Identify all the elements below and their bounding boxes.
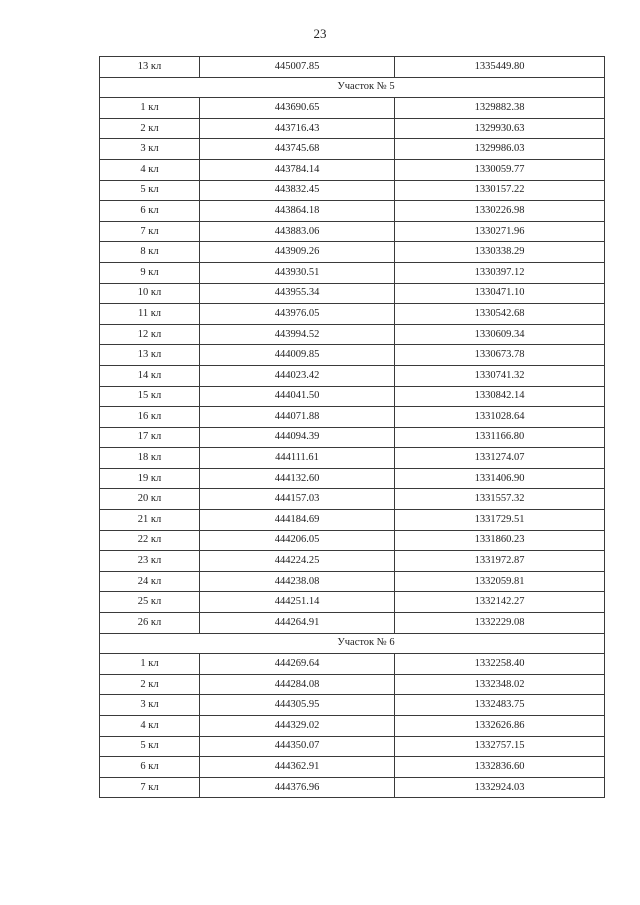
table-row [100,221,605,242]
x-coordinate-cell: 444041.50 [200,386,395,407]
x-coordinate-cell: 443976.05 [200,304,395,325]
point-cell: 11 кл [100,304,200,325]
point-cell: 18 кл [100,448,200,469]
x-coordinate-cell: 445007.85 [200,57,395,78]
table-row [100,180,605,201]
table-row [100,139,605,160]
x-coordinate-cell: 444284.08 [200,674,395,695]
table-row [100,777,605,798]
point-cell: 24 кл [100,571,200,592]
table-row [100,592,605,613]
y-coordinate-cell: 1332142.27 [395,592,605,613]
point-cell: 10 кл [100,283,200,304]
table-row [100,716,605,737]
y-coordinate-cell: 1330271.96 [395,221,605,242]
point-cell: 1 кл [100,654,200,675]
x-coordinate-cell: 443883.06 [200,221,395,242]
x-coordinate-cell: 444238.08 [200,571,395,592]
point-cell: 16 кл [100,407,200,428]
table-row [100,489,605,510]
y-coordinate-cell: 1330338.29 [395,242,605,263]
point-cell: 22 кл [100,530,200,551]
x-coordinate-cell: 444350.07 [200,736,395,757]
table-row [100,57,605,78]
coordinates-table-body [100,57,605,798]
x-coordinate-cell: 443832.45 [200,180,395,201]
point-cell: 25 кл [100,592,200,613]
y-coordinate-cell: 1329930.63 [395,118,605,139]
point-cell: 14 кл [100,365,200,386]
y-coordinate-cell: 1332836.60 [395,757,605,778]
x-coordinate-cell: 444264.91 [200,613,395,634]
y-coordinate-cell: 1331406.90 [395,468,605,489]
y-coordinate-cell: 1331166.80 [395,427,605,448]
table-row [100,654,605,675]
point-cell: 19 кл [100,468,200,489]
x-coordinate-cell: 443864.18 [200,201,395,222]
x-coordinate-cell: 444009.85 [200,345,395,366]
point-cell: 12 кл [100,324,200,345]
y-coordinate-cell: 1330226.98 [395,201,605,222]
y-coordinate-cell: 1331274.07 [395,448,605,469]
page-number: 23 [313,26,327,41]
table-row [100,571,605,592]
table-row [100,365,605,386]
point-cell: 3 кл [100,139,200,160]
x-coordinate-cell: 443784.14 [200,159,395,180]
x-coordinate-cell: 444094.39 [200,427,395,448]
table-row [100,674,605,695]
point-cell: 13 кл [100,57,200,78]
x-coordinate-cell: 444224.25 [200,551,395,572]
y-coordinate-cell: 1330673.78 [395,345,605,366]
y-coordinate-cell: 1332348.02 [395,674,605,695]
x-coordinate-cell: 444362.91 [200,757,395,778]
table-row [100,468,605,489]
table-row [100,530,605,551]
x-coordinate-cell: 444111.61 [200,448,395,469]
point-cell: 26 кл [100,613,200,634]
x-coordinate-cell: 444184.69 [200,510,395,531]
point-cell: 6 кл [100,757,200,778]
table-row [100,201,605,222]
y-coordinate-cell: 1330842.14 [395,386,605,407]
point-cell: 6 кл [100,201,200,222]
point-cell: 3 кл [100,695,200,716]
table-row [100,386,605,407]
point-cell: 17 кл [100,427,200,448]
table-row [100,98,605,119]
x-coordinate-cell: 444269.64 [200,654,395,675]
section-title: Участок № 5 [100,77,605,98]
table-row [100,448,605,469]
section-header-row [100,77,605,98]
table-row [100,510,605,531]
y-coordinate-cell: 1330609.34 [395,324,605,345]
table-row [100,304,605,325]
y-coordinate-cell: 1329986.03 [395,139,605,160]
point-cell: 23 кл [100,551,200,572]
x-coordinate-cell: 444305.95 [200,695,395,716]
section-title: Участок № 6 [100,633,605,654]
y-coordinate-cell: 1332229.08 [395,613,605,634]
y-coordinate-cell: 1332059.81 [395,571,605,592]
x-coordinate-cell: 444132.60 [200,468,395,489]
point-cell: 4 кл [100,716,200,737]
point-cell: 7 кл [100,777,200,798]
point-cell: 2 кл [100,118,200,139]
point-cell: 4 кл [100,159,200,180]
table-row [100,345,605,366]
y-coordinate-cell: 1331729.51 [395,510,605,531]
point-cell: 21 кл [100,510,200,531]
x-coordinate-cell: 443745.68 [200,139,395,160]
y-coordinate-cell: 1331972.87 [395,551,605,572]
point-cell: 1 кл [100,98,200,119]
table-row [100,262,605,283]
table-row [100,118,605,139]
y-coordinate-cell: 1331860.23 [395,530,605,551]
point-cell: 2 кл [100,674,200,695]
y-coordinate-cell: 1329882.38 [395,98,605,119]
x-coordinate-cell: 444157.03 [200,489,395,510]
x-coordinate-cell: 444023.42 [200,365,395,386]
point-cell: 7 кл [100,221,200,242]
table-row [100,324,605,345]
point-cell: 13 кл [100,345,200,366]
point-cell: 20 кл [100,489,200,510]
y-coordinate-cell: 1331028.64 [395,407,605,428]
x-coordinate-cell: 443716.43 [200,118,395,139]
coordinates-table [99,56,605,798]
y-coordinate-cell: 1330059.77 [395,159,605,180]
y-coordinate-cell: 1332924.03 [395,777,605,798]
y-coordinate-cell: 1330157.22 [395,180,605,201]
table-row [100,159,605,180]
y-coordinate-cell: 1332626.86 [395,716,605,737]
x-coordinate-cell: 444251.14 [200,592,395,613]
y-coordinate-cell: 1330471.10 [395,283,605,304]
table-row [100,407,605,428]
x-coordinate-cell: 443994.52 [200,324,395,345]
y-coordinate-cell: 1331557.32 [395,489,605,510]
x-coordinate-cell: 444206.05 [200,530,395,551]
table-row [100,283,605,304]
x-coordinate-cell: 443930.51 [200,262,395,283]
table-row [100,242,605,263]
y-coordinate-cell: 1330397.12 [395,262,605,283]
point-cell: 5 кл [100,736,200,757]
section-header-row [100,633,605,654]
x-coordinate-cell: 443690.65 [200,98,395,119]
table-row [100,757,605,778]
y-coordinate-cell: 1332258.40 [395,654,605,675]
y-coordinate-cell: 1335449.80 [395,57,605,78]
point-cell: 15 кл [100,386,200,407]
table-row [100,613,605,634]
x-coordinate-cell: 444071.88 [200,407,395,428]
point-cell: 8 кл [100,242,200,263]
table-row [100,695,605,716]
table-row [100,551,605,572]
y-coordinate-cell: 1330741.32 [395,365,605,386]
x-coordinate-cell: 443909.26 [200,242,395,263]
x-coordinate-cell: 444329.02 [200,716,395,737]
y-coordinate-cell: 1332757.15 [395,736,605,757]
x-coordinate-cell: 444376.96 [200,777,395,798]
table-row [100,427,605,448]
point-cell: 9 кл [100,262,200,283]
point-cell: 5 кл [100,180,200,201]
y-coordinate-cell: 1332483.75 [395,695,605,716]
table-row [100,736,605,757]
y-coordinate-cell: 1330542.68 [395,304,605,325]
x-coordinate-cell: 443955.34 [200,283,395,304]
